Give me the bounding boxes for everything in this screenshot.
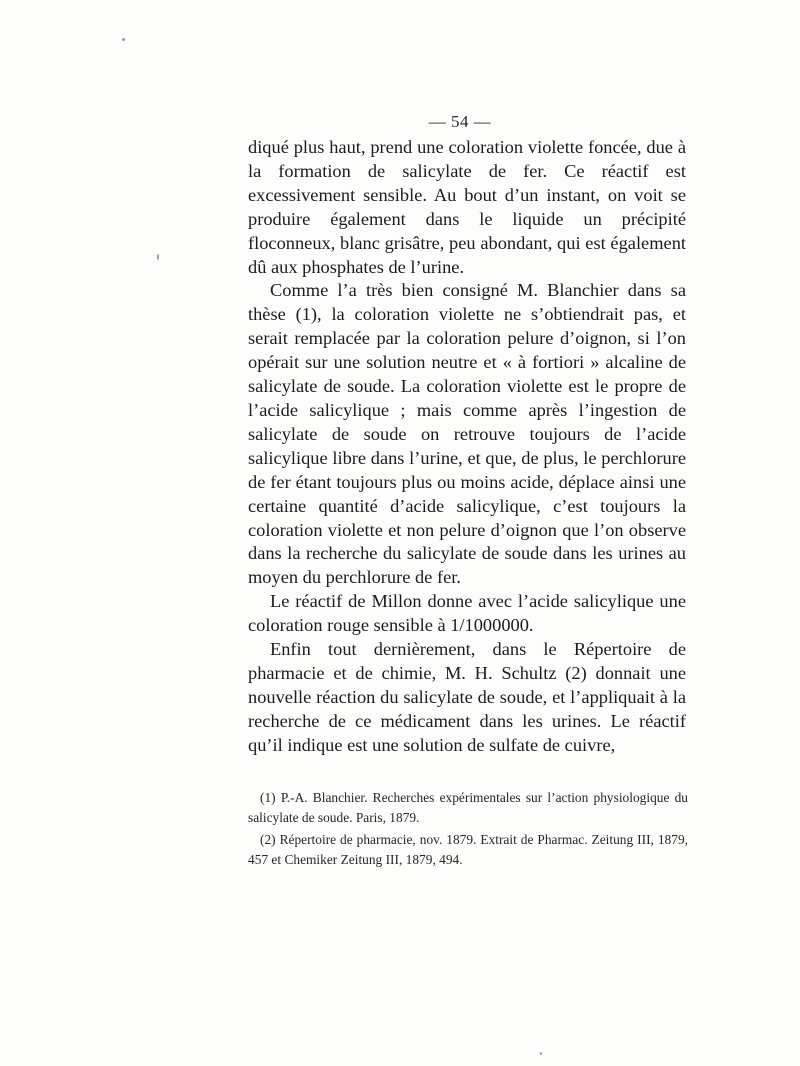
footnote-1: (1) P.-A. Blanchier. Recherches expérimentales sur l’action physiologique du salicylate de soude. Paris, 1879. — [248, 790, 688, 825]
footnote-2: (2) Répertoire de pharmacie, nov. 1879. Extrait de Pharmac. Zeitung III, 1879, 457 et Chemiker Zeitung III, 1879, 494. — [248, 832, 688, 867]
paragraph-4: Enfin tout dernièrement, dans le Répertoire de pharmacie et de chimie, M. H. Schultz (2) donnait une nouvelle réaction du salicylate de soude, et l’appliquait à la recherche de ce médicament dans les urines. Le réactif qu’il indique est une solution de sulfate de cuivre, — [248, 639, 686, 755]
scan-speck — [540, 1052, 542, 1055]
scan-speck — [157, 254, 159, 260]
body-text — [248, 136, 686, 758]
paragraph-1: diqué plus haut, prend une coloration violette foncée, due à la formation de salicylate de fer. Ce réactif est excessivement sensible. Au bout d’un instant, on voit se produire également dans le liquide un précipité floconneux, blanc grisâtre, peu abondant, qui est également dû aux phosphates de l’urine. — [248, 137, 686, 277]
paragraph-3: Le réactif de Millon donne avec l’acide salicylique une coloration rouge sensible à 1/1000000. — [248, 591, 686, 636]
page-number: — 54 — — [428, 112, 492, 131]
scan-speck — [122, 38, 125, 41]
footnotes — [248, 788, 688, 872]
paragraph-2: Comme l’a très bien consigné M. Blanchier dans sa thèse (1), la coloration violette ne s’obtiendrait pas, et serait remplacée par la coloration pelure d’oignon, si l’on opérait sur une solution neutre et « à fortiori » alcaline de salicylate de soude. La coloration violette est le propre de l’acide salicylique ; mais comme après l’ingestion de salicylate de soude on retrouve toujours de l’acide salicylique libre dans l’urine, et que, de plus, le perchlorure de fer étant toujours plus ou moins acide, déplace ainsi une certaine quantité d’acide salicylique, c’est toujours la coloration violette et non pelure d’oignon que l’on observe dans la recherche du salicylate de soude dans les urines au moyen du perchlorure de fer. — [248, 280, 686, 588]
